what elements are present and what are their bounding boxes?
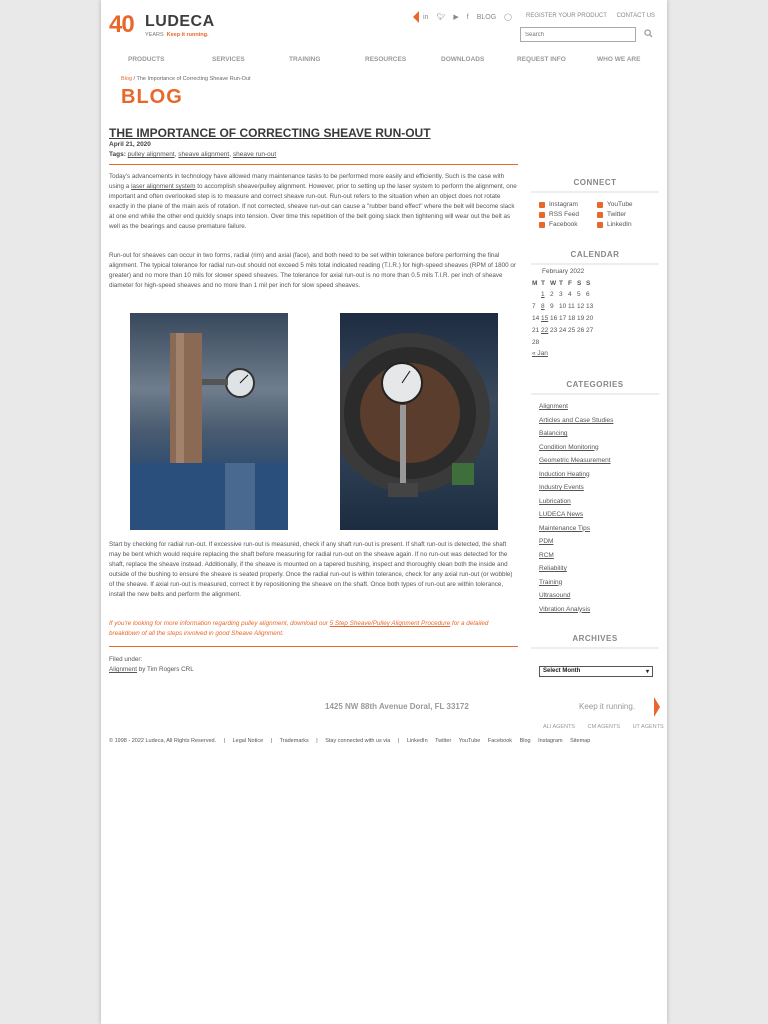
footer-link[interactable]: LinkedIn (406, 738, 428, 744)
search-icon[interactable] (644, 29, 653, 38)
footer-link[interactable]: Facebook (487, 738, 513, 744)
calendar-day: 11 (568, 302, 575, 310)
calendar-day: 5 (577, 290, 581, 298)
tag-link[interactable]: sheave run-out (232, 151, 277, 158)
calendar-day: 6 (586, 290, 590, 298)
breadcrumb-blog[interactable]: Blog (121, 76, 133, 82)
logo-years: YEARS (145, 32, 164, 38)
archives-select-value: Select Month (543, 668, 581, 674)
copyright: © 1998 - 2022 Ludeca, All Rights Reserved. (109, 738, 217, 744)
calendar-day: 16 (550, 314, 558, 322)
breadcrumb-sep: / (132, 76, 137, 82)
footer-link[interactable]: Blog (519, 738, 531, 744)
calendar-widget (532, 268, 652, 357)
logo-40: 40 (109, 11, 134, 38)
footer-sep: | (316, 738, 318, 744)
connect-twitter[interactable]: Twitter (607, 211, 627, 218)
nav-request-info[interactable]: REQUEST INFO (517, 56, 566, 63)
logo-tagline: Keep it running. (166, 32, 209, 38)
calendar-day-link[interactable]: 15 (541, 314, 549, 322)
para-text: to accomplish sheave/pulley alignment. However, prior to setting up the laser system to perform the alignment, one important and often overlooked step is to measure and correct sheave run-out. Run-out refers to the situation when an object does not rotate exactly in the plane of the main axis of rotation. If not corrected, sheave run-out can cause a "rubber band effect" where the belt will become slack at one end while the other end quickly snaps into tension. Over time this repetition of the belt going slack then tightening will wear out the belt as well as the bearings and cause premature failure. (109, 183, 517, 230)
callout-text: for a detailed breakdown of all the steps involved in good Sheave Alignment. (109, 620, 489, 637)
weekday: M (532, 279, 538, 287)
calendar-day: 10 (559, 302, 567, 310)
category-link[interactable]: Reliability (539, 565, 567, 572)
calendar-day: 13 (586, 302, 594, 310)
page (101, 0, 667, 1024)
calendar-day: 18 (568, 314, 576, 322)
calendar-day: 28 (532, 338, 540, 346)
footer-link[interactable]: Sitemap (570, 738, 591, 744)
calendar-day: 25 (568, 326, 576, 334)
shaft-dial-indicator-photo (130, 313, 288, 530)
author: by Tim Rogers CRL (137, 666, 194, 673)
post-title[interactable]: THE IMPORTANCE OF CORRECTING SHEAVE RUN-OUT (109, 126, 431, 140)
sheave-dial-indicator-photo (340, 313, 498, 530)
calendar-caption: February 2022 (542, 268, 585, 275)
search-input[interactable] (520, 27, 636, 42)
calendar-day (559, 336, 568, 348)
footer-link[interactable]: Twitter (435, 738, 452, 744)
twitter-icon[interactable]: 🐦︎ (436, 14, 446, 21)
social-bar (413, 11, 520, 23)
footer-tagline: Keep it running. (579, 702, 636, 711)
calendar-heading: CALENDAR (570, 250, 620, 259)
category-link[interactable]: Vibration Analysis (539, 605, 591, 613)
calendar-day-link[interactable]: 1 (541, 290, 545, 298)
calendar-day (568, 336, 577, 348)
post-date: April 21, 2020 (109, 141, 151, 148)
blog-link[interactable]: BLOG (476, 13, 497, 21)
logo-sub (145, 32, 209, 38)
calendar-day-link[interactable]: 22 (541, 326, 549, 334)
calendar-day: 20 (586, 314, 594, 322)
category-link[interactable]: LUDECA News (539, 511, 584, 518)
calendar-day: 21 (532, 326, 540, 334)
instagram-icon[interactable]: ◯ (504, 14, 512, 21)
tags-label: Tags: (109, 151, 126, 158)
tag-link[interactable]: sheave alignment (178, 151, 230, 158)
calendar-day (550, 336, 559, 348)
top-links (526, 13, 663, 19)
category-link[interactable]: Geometric Measurement (539, 457, 611, 464)
twitter-icon (597, 212, 603, 218)
orange-flag-icon (654, 697, 660, 717)
footer-text: Stay connected with us via (325, 738, 391, 744)
laser-alignment-link[interactable]: laser alignment system (131, 183, 196, 190)
divider (109, 164, 518, 165)
facebook-icon[interactable]: f (466, 13, 469, 21)
calendar-day: 9 (550, 302, 554, 310)
connect-links (539, 200, 659, 230)
agents-link[interactable]: ALI AGENTS (543, 724, 576, 730)
calendar-day: 4 (568, 290, 572, 298)
footer-link[interactable]: Legal Notice (232, 738, 264, 744)
callout-text: If you're looking for more information regarding pulley alignment, download our (109, 620, 330, 627)
weekday: W (550, 279, 557, 287)
instagram-icon (539, 202, 545, 208)
footer-agents (543, 724, 675, 730)
footer-link[interactable]: YouTube (458, 738, 481, 744)
calendar-day: 2 (550, 290, 554, 298)
category-link[interactable]: Articles and Case Studies (539, 416, 614, 424)
filed-category-link[interactable]: Alignment (109, 666, 138, 673)
footer-sep: | (223, 738, 226, 744)
agents-link[interactable]: UT AGENTS (632, 724, 664, 730)
nav-training[interactable]: TRAINING (289, 56, 321, 63)
sidebar-divider (531, 191, 659, 193)
tag-link[interactable]: pulley alignment (127, 151, 175, 158)
linkedin-icon (597, 222, 603, 228)
categories-list (539, 400, 613, 616)
footer-address: 1425 NW 88th Avenue Doral, FL 33172 (325, 702, 469, 711)
calendar-day (532, 288, 541, 300)
connect-heading: CONNECT (573, 178, 617, 187)
archives-heading: ARCHIVES (572, 634, 618, 643)
procedure-link[interactable]: 5 Step Sheave/Pulley Alignment Procedure (329, 620, 451, 627)
categories-heading: CATEGORIES (566, 380, 624, 389)
weekday: T (541, 279, 545, 287)
calendar-day: 7 (532, 302, 536, 310)
breadcrumb-current: The Importance of Correcting Sheave Run-Out (136, 76, 251, 82)
download-callout (109, 619, 518, 639)
calendar-day-link[interactable]: 8 (541, 302, 545, 310)
calendar-prev-link[interactable]: « Jan (532, 350, 548, 357)
sidebar-divider (531, 263, 659, 265)
filed-under (109, 655, 194, 675)
category-link[interactable]: Lubrication (539, 497, 571, 505)
category-link[interactable]: RCM (539, 551, 554, 559)
calendar-day: 19 (577, 314, 585, 322)
connect-facebook[interactable]: Facebook (549, 221, 578, 228)
footer-link[interactable]: Instagram (538, 738, 563, 744)
nav-services[interactable]: SERVICES (212, 56, 245, 63)
sidebar-divider (531, 647, 659, 649)
calendar-day (586, 336, 595, 348)
youtube-icon[interactable]: ▶ (453, 14, 459, 21)
blog-heading: BLOG (121, 86, 183, 108)
calendar-day: 27 (586, 326, 594, 334)
calendar-day: 23 (550, 326, 558, 334)
post-tags: Tags: pulley alignment, sheave alignment, sheave run-out (109, 151, 277, 158)
calendar-day: 24 (559, 326, 567, 334)
category-link[interactable]: Maintenance Tips (539, 524, 590, 532)
footer-links (109, 738, 596, 744)
calendar-day: 12 (577, 302, 585, 310)
weekday: F (568, 279, 572, 287)
post-paragraph: Start by checking for radial run-out. If excessive run-out is measured, check if any shaft run-out is present. If shaft run-out is detected, the shaft may be bent which would require replacing the shaft before measuring for radial run-out on the sheave again. If no run-out was detected for the shaft, replace the sheave instead. Additionally, if the sheave is mounted on a tapered bushing, inspect and thoroughly clean both the inside and outside of the bushing to ensure the sheave is seated properly. Once the radial run-out is within tolerance, check for any axial run-out (or wobble) of the sheave. If axial run-out is measured, correct it by repositioning the sheave on the shaft. Once both types of run-out are within tolerance, install the new belts and perform the alignment. (109, 541, 513, 598)
post-paragraph (109, 172, 518, 232)
connect-instagram[interactable]: Instagram (549, 201, 578, 208)
weekday: S (586, 279, 591, 287)
category-link[interactable]: Ultrasound (539, 592, 571, 599)
calendar-day: 17 (559, 314, 567, 322)
category-link[interactable]: Induction Heating (539, 470, 590, 478)
nav-products[interactable]: PRODUCTS (128, 56, 165, 63)
footer-link[interactable]: Trademarks (279, 738, 309, 744)
linkedin-icon[interactable]: in (423, 13, 429, 21)
post-paragraph: Run-out for sheaves can occur in two forms, radial (rim) and axial (face), and both need to be set within tolerance before performing the final alignment. The typical tolerance for radial run-out should not exceed 5 mils total indicated reading (T.I.R.) for high-speed sheaves (RPM of 1800 or greater) and no more than 10 mils for slower speed sheaves. The tolerance for axial run-out is no more than 0.5 mils T.I.R. per inch of sheave diameter for high-speed sheaves and no more than 1 mil per inch for slow speed sheaves. (109, 252, 516, 289)
footer-sep: | (270, 738, 273, 744)
logo-name: LUDECA (145, 13, 215, 30)
category-link[interactable]: PDM (539, 538, 554, 545)
weekday: S (577, 279, 582, 287)
connect-youtube[interactable]: YouTube (607, 201, 633, 208)
category-link[interactable]: Balancing (539, 430, 568, 437)
calendar-table (532, 278, 595, 348)
para-text: Today's advancements in technology have allowed many maintenance tasks to be performed more easily and efficiently. Such is the case with using a (109, 173, 505, 190)
chevron-down-icon: ▾ (645, 669, 649, 675)
calendar-day (577, 336, 586, 348)
calendar-day (541, 336, 550, 348)
nav-resources[interactable]: RESOURCES (365, 56, 407, 63)
nav-downloads[interactable]: DOWNLOADS (441, 56, 485, 63)
calendar-day: 14 (532, 314, 540, 322)
sidebar-divider (531, 393, 659, 395)
archives-select[interactable] (539, 666, 653, 677)
orange-flag-icon (413, 11, 419, 23)
rss-icon (539, 212, 545, 218)
category-link[interactable]: Condition Monitoring (539, 443, 599, 451)
footer-sep: | (397, 738, 400, 744)
calendar-day: 26 (577, 326, 585, 334)
connect-rss[interactable]: RSS Feed (549, 211, 579, 218)
calendar-day: 3 (559, 290, 563, 298)
nav-who-we-are[interactable]: WHO WE ARE (597, 56, 641, 63)
category-link[interactable]: Training (539, 578, 563, 586)
facebook-icon (539, 222, 545, 228)
category-link[interactable]: Industry Events (539, 484, 584, 491)
divider (109, 646, 518, 647)
connect-linkedin[interactable]: LinkedIn (607, 221, 632, 228)
register-link[interactable]: REGISTER YOUR PRODUCT (526, 13, 607, 19)
filed-label: Filed under: (109, 656, 143, 663)
contact-link[interactable]: CONTACT US (616, 13, 656, 19)
ludeca-logo[interactable] (109, 12, 219, 38)
youtube-icon (597, 202, 603, 208)
category-link[interactable]: Alignment (539, 403, 568, 410)
weekday: T (559, 279, 563, 287)
breadcrumb (121, 76, 251, 82)
agents-link[interactable]: CM AGENTS (587, 724, 621, 730)
